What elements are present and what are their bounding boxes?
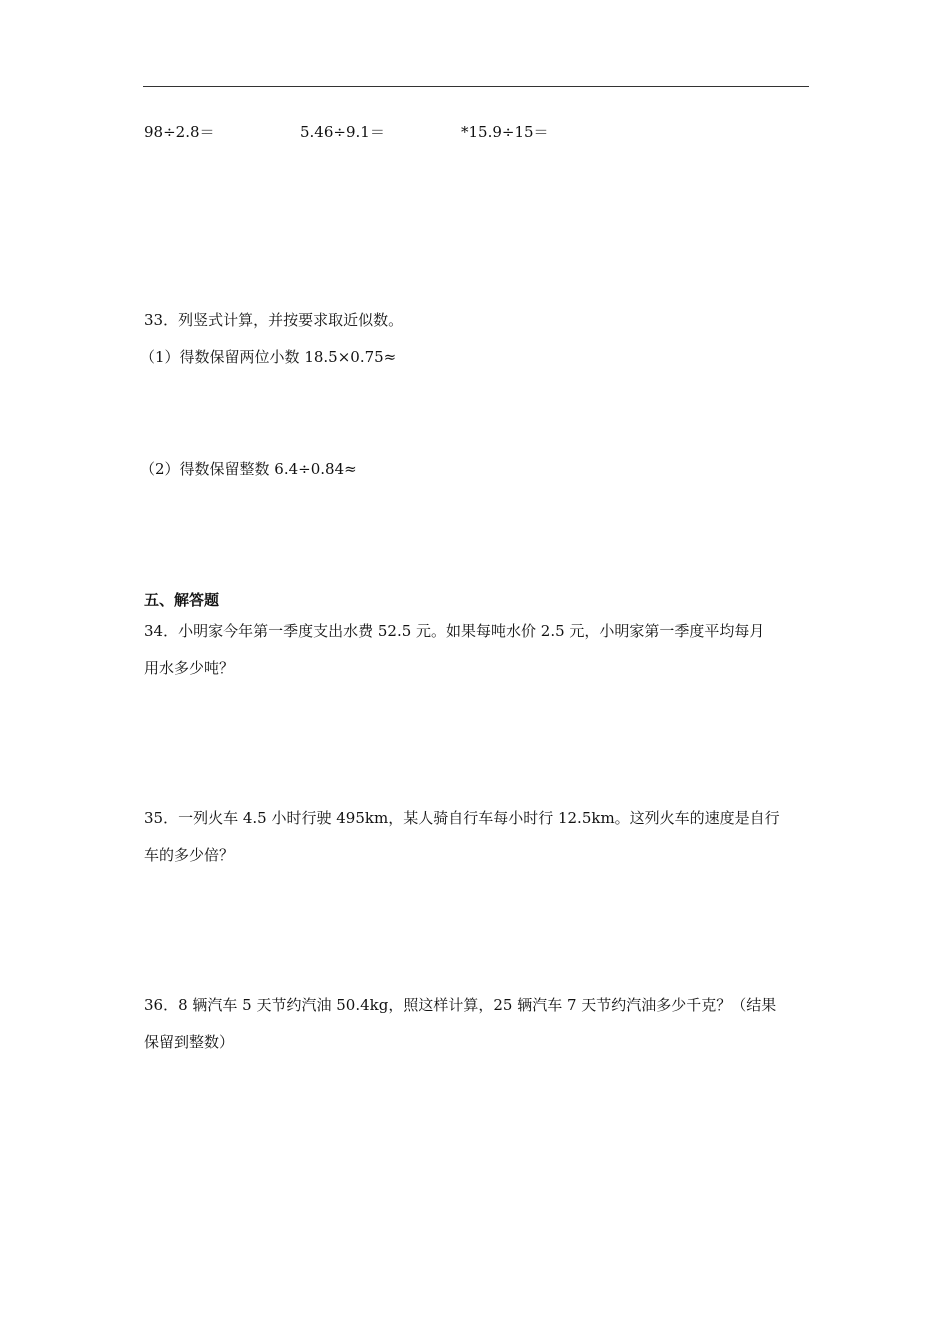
q36-line2: 保留到整数） — [144, 1033, 235, 1051]
calc-3: *15.9÷15＝ — [461, 123, 549, 141]
header-rule — [143, 86, 809, 87]
q33-title: 33．列竖式计算，并按要求取近似数。 — [144, 311, 404, 329]
q33-part1: （1）得数保留两位小数 18.5×0.75≈ — [140, 348, 397, 366]
q34-line2: 用水多少吨？ — [144, 659, 235, 677]
calc-1: 98÷2.8＝ — [144, 123, 215, 141]
q33-part2: （2）得数保留整数 6.4÷0.84≈ — [140, 460, 357, 478]
q35-line1: 35．一列火车 4.5 小时行驶 495km，某人骑自行车每小时行 12.5km。这列火车的速度是自行 — [144, 809, 780, 827]
q36-line1: 36．8 辆汽车 5 天节约汽油 50.4kg，照这样计算，25 辆汽车 7 天节约汽油多少千克？（结果 — [144, 996, 777, 1014]
q34-line1: 34．小明家今年第一季度支出水费 52.5 元。如果每吨水价 2.5 元，小明家第一季度平均每月 — [144, 622, 765, 640]
q35-line2: 车的多少倍？ — [144, 846, 235, 864]
section-heading: 五、解答题 — [144, 591, 220, 609]
calc-2: 5.46÷9.1＝ — [300, 123, 385, 141]
